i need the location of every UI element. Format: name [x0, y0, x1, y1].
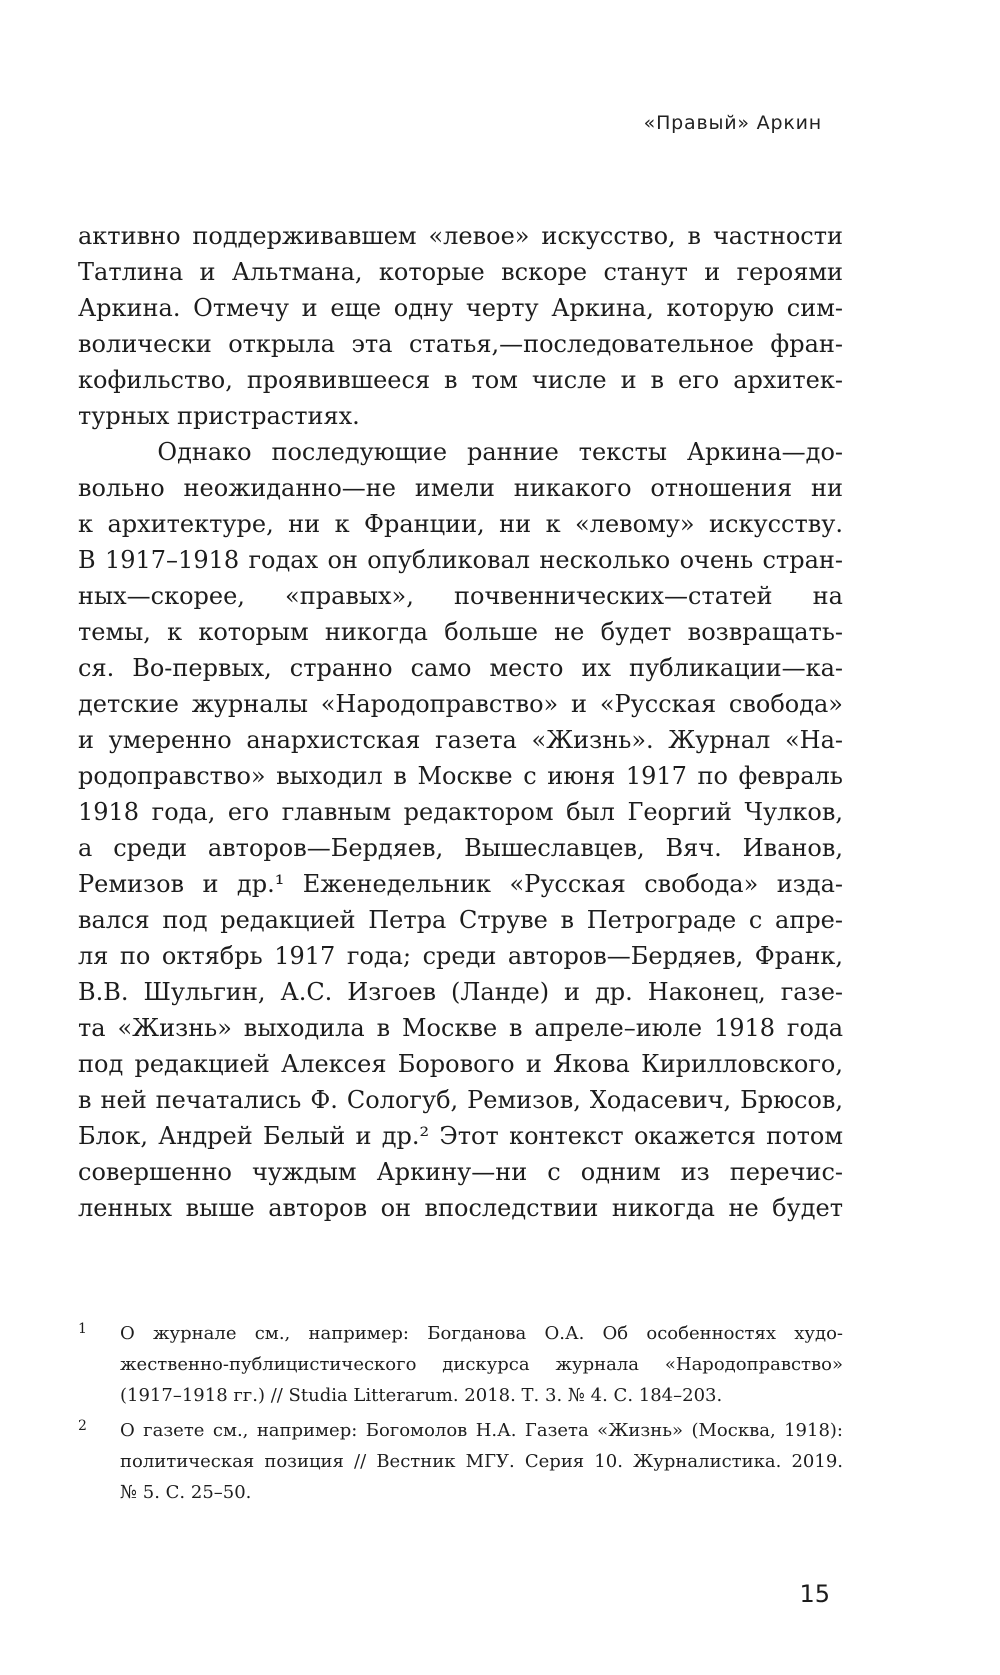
- text-line: в ней печатались Ф. Сологуб, Ремизов, Ходасевич, Брюсов,: [78, 1086, 843, 1114]
- text-line: В.В. Шульгин, А.С. Изгоев (Ланде) и др. Наконец, газе-: [78, 978, 843, 1006]
- text-line: детские журналы «Народоправство» и «Русская свобода»: [78, 690, 843, 718]
- text-line: кофильство, проявившееся в том числе и в его архитек-: [78, 366, 843, 394]
- text-line: ся. Во-первых, странно само место их публикации—ка-: [78, 654, 843, 682]
- main-text: [78, 218, 843, 1226]
- footnote-1: [78, 1318, 843, 1411]
- footnote-2: [78, 1415, 843, 1508]
- text-line: Ремизов и др.¹ Еженедельник «Русская свобода» изда-: [78, 870, 843, 898]
- text-line: 1918 года, его главным редактором был Георгий Чулков,: [78, 798, 843, 826]
- text-line: вался под редакцией Петра Струве в Петрограде с апре-: [78, 906, 843, 934]
- text-line: ля по октябрь 1917 года; среди авторов—Бердяев, Франк,: [78, 942, 843, 970]
- footnote-line: О журнале см., например: Богданова О.А. Об особенностях худо-: [120, 1323, 843, 1344]
- text-line: Блок, Андрей Белый и др.² Этот контекст окажется потом: [78, 1122, 843, 1150]
- text-line: к архитектуре, ни к Франции, ни к «левому» искусству.: [78, 510, 843, 538]
- text-line: родоправство» выходил в Москве с июня 1917 по февраль: [78, 762, 843, 790]
- footnote-line: жественно-публицистического дискурса журнала «Народоправство»: [120, 1354, 843, 1375]
- footnote-number: 2: [78, 1418, 87, 1434]
- text-line: ленных выше авторов он впоследствии никогда не будет: [78, 1194, 843, 1222]
- page-number: 15: [799, 1580, 830, 1608]
- footnote-line: № 5. С. 25–50.: [120, 1482, 252, 1503]
- footnote-line: О газете см., например: Богомолов Н.А. Газета «Жизнь» (Москва, 1918):: [120, 1420, 843, 1441]
- running-head-title: «Правый» Аркин: [643, 112, 822, 134]
- text-line: Татлина и Альтмана, которые вскоре станут и героями: [78, 258, 843, 286]
- text-line: а среди авторов—Бердяев, Вышеславцев, Вяч. Иванов,: [78, 834, 843, 862]
- text-line: под редакцией Алексея Борового и Якова Кирилловского,: [78, 1050, 843, 1078]
- text-line: турных пристрастиях.: [78, 402, 360, 430]
- footnote-number: 1: [78, 1321, 87, 1337]
- footnote-line: политическая позиция // Вестник МГУ. Серия 10. Журналистика. 2019.: [120, 1451, 843, 1472]
- text-line: волически открыла эта статья,—последовательное фран-: [78, 330, 843, 358]
- text-line: и умеренно анархистская газета «Жизнь». Журнал «На-: [78, 726, 843, 754]
- text-line: совершенно чуждым Аркину—ни с одним из перечис-: [78, 1158, 843, 1186]
- footnotes: [78, 1318, 843, 1512]
- text-line: Аркина. Отмечу и еще одну черту Аркина, которую сим-: [78, 294, 843, 322]
- text-line: вольно неожиданно—не имели никакого отношения ни: [78, 474, 843, 502]
- footnote-line: (1917–1918 гг.) // Studia Litterarum. 2018. Т. 3. № 4. С. 184–203.: [120, 1385, 723, 1406]
- text-line: Однако последующие ранние тексты Аркина—до-: [78, 438, 843, 466]
- text-line: та «Жизнь» выходила в Москве в апреле–июле 1918 года: [78, 1014, 843, 1042]
- text-line: темы, к которым никогда больше не будет возвращать-: [78, 618, 843, 646]
- text-line: В 1917–1918 годах он опубликовал несколько очень стран-: [78, 546, 843, 574]
- text-line: активно поддерживавшем «левое» искусство, в частности: [78, 222, 843, 250]
- text-line: ных—скорее, «правых», почвеннических—статей на: [78, 582, 843, 610]
